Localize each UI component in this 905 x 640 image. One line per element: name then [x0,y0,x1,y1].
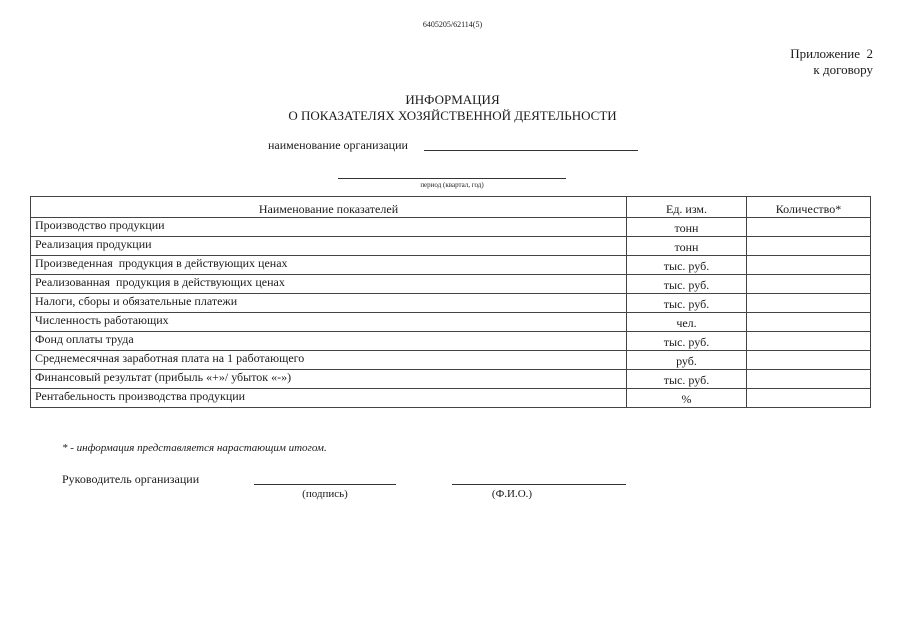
indicator-unit: тыс. руб. [627,256,747,275]
indicator-name: Среднемесячная заработная плата на 1 работающего [31,351,627,370]
indicators-table [30,196,871,408]
table-row [31,256,871,275]
table-row [31,313,871,332]
indicator-unit: тонн [627,237,747,256]
indicator-name: Произведенная продукция в действующих ценах [31,256,627,275]
indicator-quantity[interactable] [747,370,871,389]
appendix-line-1: Приложение 2 [790,46,873,61]
indicator-quantity[interactable] [747,218,871,237]
table-row [31,332,871,351]
title-line-2: О ПОКАЗАТЕЛЯХ ХОЗЯЙСТВЕННОЙ ДЕЯТЕЛЬНОСТИ [288,108,617,123]
indicator-unit: тыс. руб. [627,294,747,313]
period-caption: период (квартал, год) [420,181,484,189]
indicator-name: Численность работающих [31,313,627,332]
header-indicator-name: Наименование показателей [31,197,627,218]
signature-caption: (подпись) [302,488,348,500]
document-code: 6405205/62114(5) [422,20,483,29]
indicator-unit: тыс. руб. [627,370,747,389]
organization-name-label: наименование организации [268,138,408,152]
table-row [31,370,871,389]
indicator-unit: чел. [627,313,747,332]
appendix-note [790,46,873,78]
title-line-1: ИНФОРМАЦИЯ [405,92,500,107]
indicator-unit: % [627,389,747,408]
indicator-quantity[interactable] [747,294,871,313]
indicator-name: Реализованная продукция в действующих ценах [31,275,627,294]
indicator-quantity[interactable] [747,256,871,275]
header-quantity: Количество* [747,197,871,218]
indicator-quantity[interactable] [747,313,871,332]
period-field[interactable] [338,178,566,179]
fio-caption: (Ф.И.О.) [491,488,533,500]
table-row [31,294,871,313]
table-row [31,389,871,408]
organization-name-field[interactable] [424,150,638,151]
indicator-unit: тыс. руб. [627,275,747,294]
indicator-name: Рентабельность производства продукции [31,389,627,408]
footnote: * - информация представляется нарастающим итогом. [62,442,327,454]
indicator-quantity[interactable] [747,237,871,256]
signer-label: Руководитель организации [62,472,200,486]
indicator-quantity[interactable] [747,389,871,408]
document-title [0,92,905,124]
indicator-name: Налоги, сборы и обязательные платежи [31,294,627,313]
table-row [31,351,871,370]
indicator-unit: тонн [627,218,747,237]
indicator-name: Реализация продукции [31,237,627,256]
table-row [31,218,871,237]
indicator-name: Финансовый результат (прибыль «+»/ убыток «-») [31,370,627,389]
indicator-quantity[interactable] [747,275,871,294]
header-unit: Ед. изм. [627,197,747,218]
table-header-row [31,197,871,218]
table-row [31,237,871,256]
indicator-unit: руб. [627,351,747,370]
indicator-unit: тыс. руб. [627,332,747,351]
indicator-quantity[interactable] [747,332,871,351]
fio-field[interactable] [452,484,626,485]
table-row [31,275,871,294]
indicator-name: Фонд оплаты труда [31,332,627,351]
indicator-name: Производство продукции [31,218,627,237]
signature-field[interactable] [254,484,396,485]
appendix-line-2: к договору [813,62,873,77]
indicator-quantity[interactable] [747,351,871,370]
